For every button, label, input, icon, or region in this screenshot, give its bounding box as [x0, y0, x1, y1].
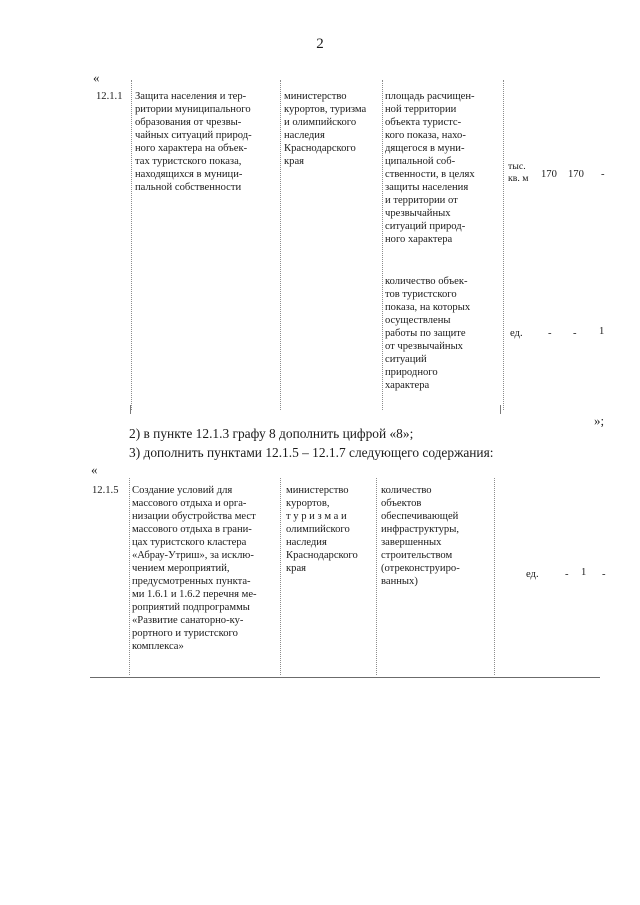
- unit-units-2: ед.: [526, 569, 539, 580]
- column-divider: [280, 478, 281, 675]
- value-dash-c: -: [565, 569, 569, 580]
- indicator-objects-protected: количество объек- тов туристского показа, на которых осуществлены работы по защите от чрезвычайных ситуаций природного характера: [385, 276, 471, 391]
- table-bottom-border: [90, 677, 600, 678]
- indicator-infrastructure-objects: количество объектов обеспечивающей инфраструктуры, завершенных строительством (отреконструиро- ванных): [381, 485, 460, 587]
- row-code-12-1-5: 12.1.5: [92, 485, 119, 496]
- value-170-b: 170: [568, 169, 584, 180]
- column-divider: [129, 478, 130, 675]
- measure-title-12-1-5: Создание условий для массового отдыха и орга- низации обустройства мест массового отдыха в грани- цах туристского кластера «Абрау-Утриш», за исклю- чением мероприятий, предусмотренных пункта- ми 1.6.1 и 1.6.2 перечня ме- роприятий подпрограммы «Развитие санаторно-ку- рортного и туристского комплекса»: [132, 485, 257, 652]
- column-divider: [131, 80, 132, 410]
- indicator-area-cleared: площадь расчищен- ной территории объекта туристс- кого показа, нахо- дящегося в муни- ципальной соб- ственности, в целях защиты населения и территории от чрезвычайных ситуаций природ- ного характера: [385, 91, 475, 245]
- table1-open-quote: «: [93, 70, 100, 85]
- table-border-tick: [130, 405, 131, 414]
- table1-close-quote: »;: [594, 413, 605, 428]
- column-divider: [494, 478, 495, 675]
- paragraph-item-2: 2) в пункте 12.1.3 графу 8 дополнить цифрой «8»;: [129, 426, 414, 441]
- unit-units: ед.: [510, 328, 523, 339]
- value-dash-a: -: [548, 328, 552, 339]
- unit-thousand-sq-m: тыс. кв. м: [508, 161, 529, 184]
- value-one-2: 1: [581, 567, 587, 578]
- value-170-a: 170: [541, 169, 557, 180]
- column-divider: [503, 80, 504, 410]
- value-dash-b: -: [573, 328, 577, 339]
- paragraph-item-3: 3) дополнить пунктами 12.1.5 – 12.1.7 следующего содержания:: [129, 445, 494, 460]
- value-one: 1: [599, 326, 605, 337]
- table2-open-quote: «: [91, 462, 98, 477]
- row-code-12-1-1: 12.1.1: [96, 91, 123, 102]
- page-number: 2: [316, 36, 324, 52]
- value-dash: -: [601, 169, 605, 180]
- column-divider: [280, 80, 281, 410]
- measure-title-12-1-1: Защита населения и тер- ритории муниципального образования от чрезвы- чайных ситуаций природ- ного характера на объек- тах туристского показа, находящихся в муници- пальной собственности: [135, 91, 252, 193]
- executor-12-1-1: министерство курортов, туризма и олимпийского наследия Краснодарского края: [284, 91, 367, 167]
- table-border-tick: [500, 405, 501, 414]
- value-dash-d: -: [602, 569, 606, 580]
- executor-12-1-5: министерство курортов, т у р и з м а и олимпийского наследия Краснодарского края: [286, 485, 358, 574]
